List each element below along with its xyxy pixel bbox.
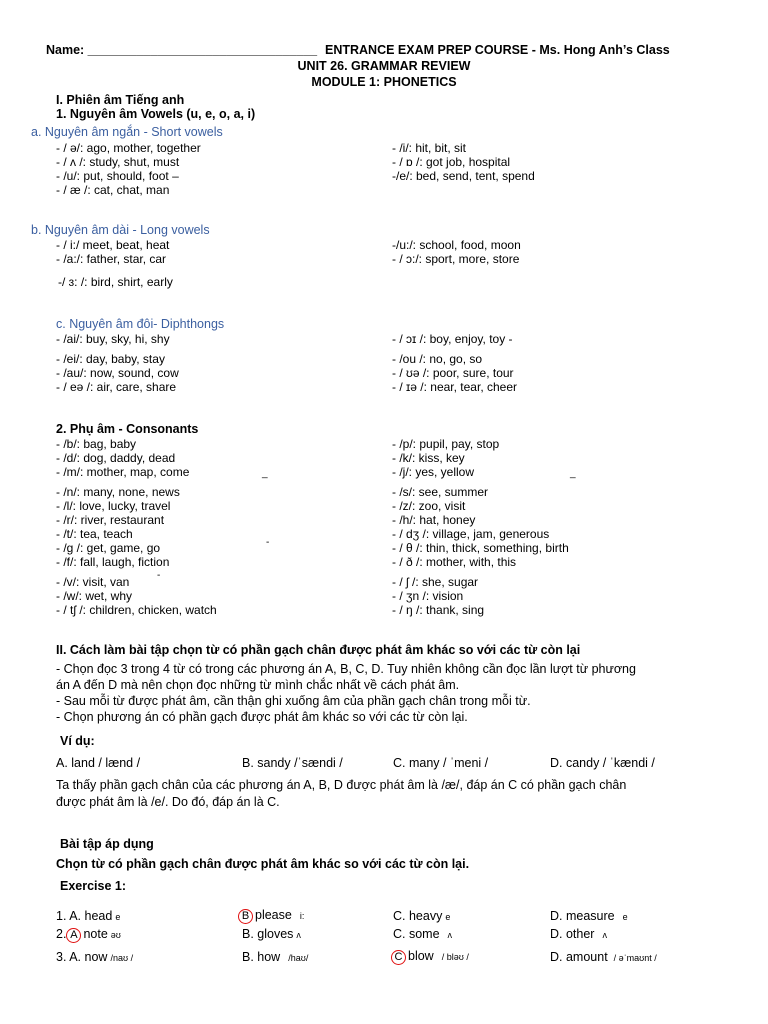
name-line: Name: _________________________________	[46, 43, 318, 57]
diphthongs-left-1: - /ai/: buy, sky, hi, shy	[56, 332, 170, 346]
exercise-row-3-b[interactable]: B. how /haʊ/	[242, 950, 309, 964]
exercise-row-2-c[interactable]: C. some ʌ	[393, 927, 453, 941]
example-option-c: C. many / ˈmeni /	[393, 756, 489, 770]
stray-mark: _	[570, 468, 576, 479]
example-label: Ví dụ:	[60, 734, 95, 748]
stray-mark: -	[266, 537, 270, 548]
diphthongs-left: - /ei/: day, baby, stay - /au/: now, sound, cow - / eə /: air, care, share	[56, 352, 179, 394]
consonants-right-c: - / ʃ /: she, sugar - / ʒn /: vision - / ŋ /: thank, sing	[392, 575, 485, 617]
long-vowels-extra: -/ ɜ: /: bird, shirt, early	[58, 275, 173, 289]
answer-circle: A	[66, 928, 81, 943]
long-vowels-right: -/u:/: school, food, moon - / ɔ:/: sport, more, store	[392, 238, 521, 266]
consonants-right-a: - /p/: pupil, pay, stop - /k/: kiss, key - /j/: yes, yellow	[392, 437, 500, 479]
practice-instruction: Chọn từ có phần gạch chân được phát âm khác so với các từ còn lại.	[56, 857, 470, 871]
example-option-a: A. land / lænd /	[56, 756, 141, 770]
section-1-title: I. Phiên âm Tiếng anh	[56, 93, 185, 107]
exercise-title: Exercise 1:	[60, 879, 127, 893]
stray-mark: _	[262, 468, 268, 479]
section-2-paragraph: - Chọn đọc 3 trong 4 từ có trong các phương án A, B, C, D. Tuy nhiên không cần đọc lần lượt từ phương án A đến D mà nên chọn đọc những từ mình chắc nhất về cách phát âm. - Sau mỗi từ được phát âm, cần thận ghi xuống âm của phần gạch chân trong mỗi từ. - Chọn phương án có phần gạch được phát âm khác so với các từ còn lại.	[56, 662, 636, 724]
example-option-d: D. candy / ˈkændi /	[550, 756, 655, 770]
consonants-left-b: - /n/: many, none, news - /l/: love, lucky, travel - /r/: river, restaurant - /t/: tea, teach - /g /: get, game, go - /f/: fall, laugh, fiction	[56, 485, 180, 569]
consonants-title: 2. Phụ âm - Consonants	[56, 422, 199, 436]
vowels-title: 1. Nguyên âm Vowels (u, e, o, a, i)	[56, 107, 256, 121]
exercise-row-2-d[interactable]: D. other ʌ	[550, 927, 607, 941]
example-explanation: Ta thấy phần gạch chân của các phương án A, B, D được phát âm là /æ/, đáp án C có phần gạch chân được phát âm là /e/. Do đó, đáp án là C.	[56, 778, 627, 809]
exercise-row-3-d[interactable]: D. amount / əˈmaʊnt /	[550, 950, 657, 964]
consonants-left-c: - /v/: visit, van - /w/: wet, why - / tʃ /: children, chicken, watch	[56, 575, 217, 617]
module-title: MODULE 1: PHONETICS	[311, 75, 457, 89]
exercise-row-1-d[interactable]: D. measure e	[550, 909, 628, 923]
unit-title: UNIT 26. GRAMMAR REVIEW	[297, 59, 471, 73]
exercise-row-1-b[interactable]: B please i:	[238, 908, 304, 924]
short-vowels-right: - /i/: hit, bit, sit - / ɒ /: got job, hospital -/e/: bed, send, tent, spend	[392, 141, 535, 183]
example-option-b: B. sandy /ˈsændi /	[242, 756, 343, 770]
exercise-row-1-a[interactable]: 1. A. head e	[56, 909, 121, 923]
exercise-row-2-b[interactable]: B. gloves ʌ	[242, 927, 301, 941]
consonants-left-a: - /b/: bag, baby - /d/: dog, daddy, dead - /m/: mother, map, come	[56, 437, 190, 479]
consonants-right-b: - /s/: see, summer - /z/: zoo, visit - /h/: hat, honey - / dʒ /: village, jam, generous - / θ /: thin, thick, something, birth - / ð /: mother, with, this	[392, 485, 569, 569]
stray-mark: -	[157, 570, 161, 581]
exercise-row-3-c[interactable]: C blow / bləʊ /	[391, 949, 469, 965]
diphthongs-right: - /ou /: no, go, so - / ʊə /: poor, sure, tour - / ɪə /: near, tear, cheer	[392, 352, 518, 394]
section-2-title: II. Cách làm bài tập chọn từ có phần gạch chân được phát âm khác so với các từ còn lại	[56, 643, 581, 657]
short-vowels-left: - / ə/: ago, mother, together - / ʌ /: study, shut, must - /u/: put, should, foot – - / æ /: cat, chat, man	[56, 141, 201, 197]
practice-title: Bài tập áp dụng	[60, 837, 154, 851]
exercise-row-3-a[interactable]: 3. A. now /naʊ /	[56, 950, 134, 964]
exercise-row-2-a[interactable]: 2. A note əʊ	[56, 927, 121, 941]
long-vowels-title: b. Nguyên âm dài - Long vowels	[31, 223, 210, 237]
diphthongs-right-1: - / ɔɪ /: boy, enjoy, toy -	[392, 332, 513, 346]
course-title: ENTRANCE EXAM PREP COURSE - Ms. Hong Anh’s Class	[325, 43, 670, 57]
short-vowels-title: a. Nguyên âm ngắn - Short vowels	[31, 125, 223, 139]
answer-circle: B	[238, 909, 253, 924]
long-vowels-left: - / i:/ meet, beat, heat - /a:/: father, star, car	[56, 238, 170, 266]
exercise-row-1-c[interactable]: C. heavy e	[393, 909, 451, 923]
diphthongs-title: c. Nguyên âm đôi- Diphthongs	[56, 317, 225, 331]
answer-circle: C	[391, 950, 406, 965]
